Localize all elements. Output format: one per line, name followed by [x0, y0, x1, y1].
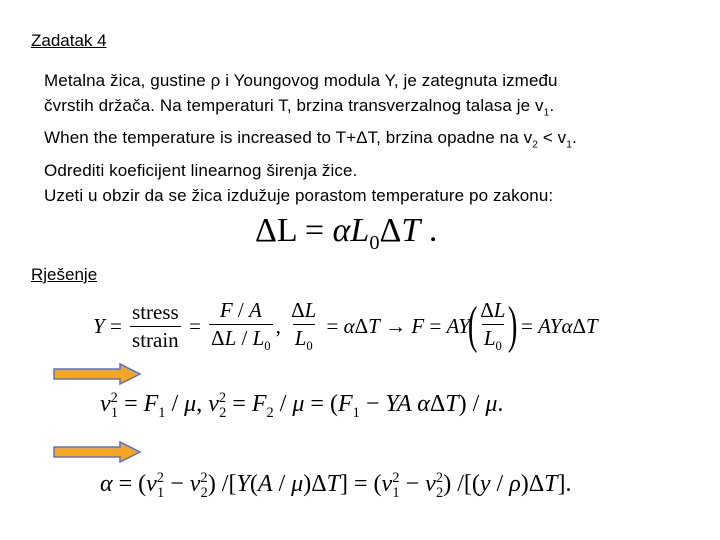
- problem-title: Zadatak 4: [31, 31, 107, 50]
- solution-label: Rješenje: [31, 265, 98, 284]
- problem-line-5: Uzeti u obzir da se žica izdužuje porastom temperature po zakonu:: [44, 185, 554, 205]
- problem-line-1: Metalna žica, gustine ρ i Youngovog modula Y, je zategnuta između: [44, 71, 558, 90]
- problem-line-2: čvrstih držača. Na temperaturi T, brzina transverzalnog talasa je $v_1$.: [44, 96, 555, 119]
- arrow-icon: [52, 362, 142, 386]
- wave-speed-equation: $v^2_1 = F_1 / \mu$, $v^2_2 = F_2 / \mu = (F_1$ − YA αΔT) / μ.: [100, 390, 504, 421]
- young-modulus-equation: Y = $\frac{\text{stress}}{\text{strain}}$ = $\frac{F / A}{\Delta L / L_0}$ , $\frac{\Delta L}{L_0}$ = α Δ T → F = AY ( $\frac{\Delta L}{L_0}$ ) = AYα Δ T: [93, 297, 598, 354]
- alpha-result-equation: $\alpha = (v^2_1 - v^2_2)$ $/[Y(A / \mu)\Delta T] = (v^2_1 - v^2_2)$ /[(y / ρ)ΔT].: [100, 470, 572, 501]
- expansion-law-formula: $\Delta L = \alpha L_0\Delta T$ .: [255, 212, 438, 254]
- problem-line-4: Odrediti koeficijent linearnog širenja žice.: [44, 160, 358, 180]
- problem-statement: [44, 68, 704, 208]
- problem-line-3: When the temperature is increased to T+ΔT, brzina opadne na $v_2 < v_1$.: [44, 128, 577, 151]
- arrow-icon: [52, 440, 142, 464]
